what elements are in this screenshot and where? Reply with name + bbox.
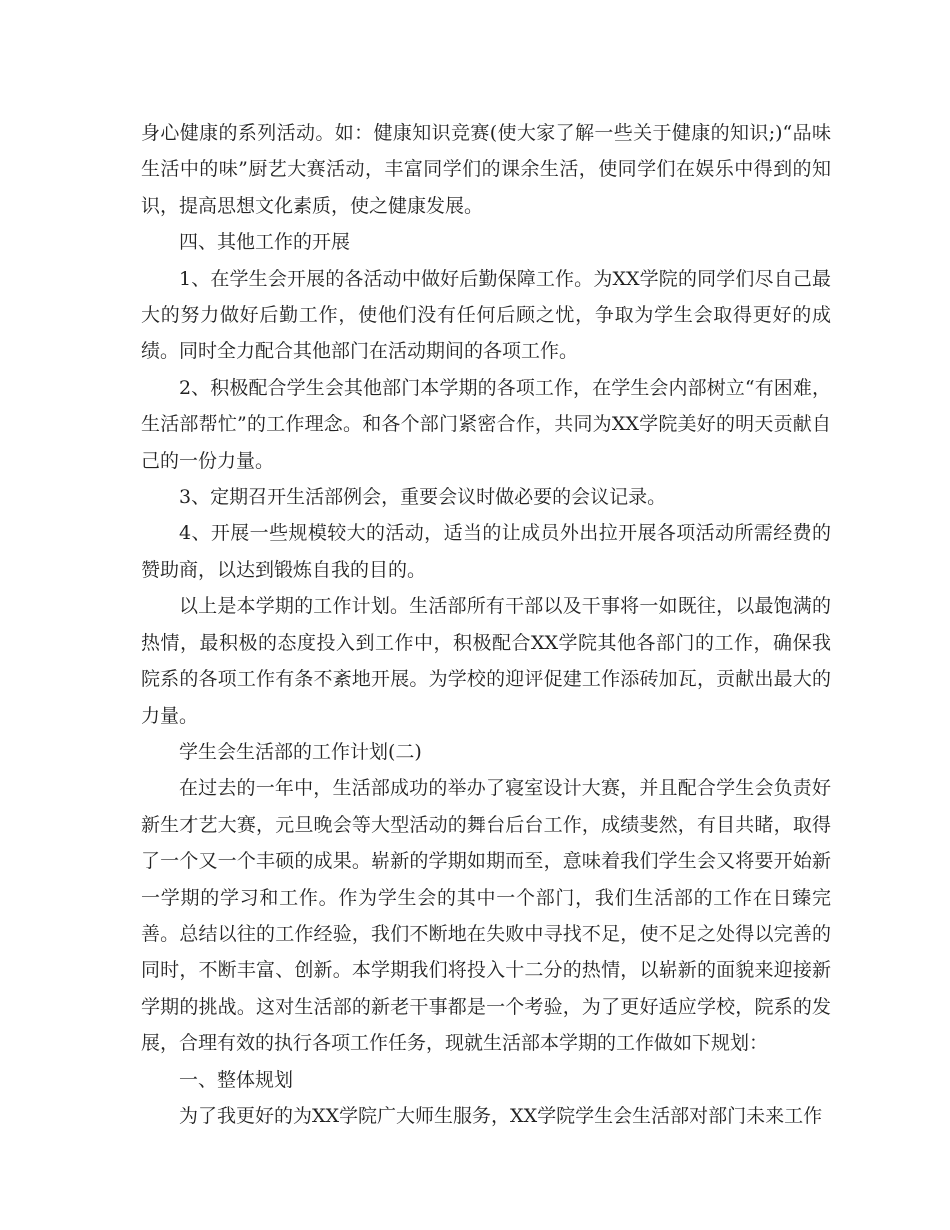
section-heading-overall-plan: 一、整体规划 <box>179 1068 294 1091</box>
list-item-4-sponsors: 4、开展一些规模较大的活动，适当的让成员外出拉开展各项活动所需经费的赞助商，以达到锻炼自我的目的。 <box>141 522 831 581</box>
paragraph-plan-summary: 以上是本学期的工作计划。生活部所有干部以及干事将一如既往，以最饱满的热情，最积极的态度投入到工作中，积极配合XX学院其他各部门的工作，确保我院系的各项工作有条不紊地开展。为学校的迎评促建工作添砖加瓦，贡献出最大的力量。 <box>141 595 831 727</box>
paragraph-health-activities: 身心健康的系列活动。如：健康知识竞赛(使大家了解一些关于健康的知识;)“品味生活中的味”厨艺大赛活动，丰富同学们的课余生活，使同学们在娱乐中得到的知识，提高思想文化素质，使之健康发展。 <box>141 122 831 217</box>
document-body <box>141 115 831 1134</box>
section-title-plan-two: 学生会生活部的工作计划(二) <box>179 740 422 763</box>
paragraph-overall-plan: 为了我更好的为XX学院广大师生服务，XX学院学生会生活部对部门未来工作 <box>179 1104 823 1127</box>
list-item-3-meetings: 3、定期召开生活部例会，重要会议时做必要的会议记录。 <box>179 486 667 509</box>
section-heading-other-work: 四、其他工作的开展 <box>179 231 351 254</box>
list-item-1-logistics: 1、在学生会开展的各活动中做好后勤保障工作。为XX学院的同学们尽自己最大的努力做好后勤工作，使他们没有任何后顾之忧，争取为学生会取得更好的成绩。同时全力配合其他部门在活动期间的各项工作。 <box>141 267 831 363</box>
list-item-2-cooperation: 2、积极配合学生会其他部门本学期的各项工作，在学生会内部树立“有困难，生活部帮忙”的工作理念。和各个部门紧密合作，共同为XX学院美好的明天贡献自己的一份力量。 <box>141 376 831 472</box>
paragraph-past-year: 在过去的一年中，生活部成功的举办了寝室设计大赛，并且配合学生会负责好新生才艺大赛，元旦晚会等大型活动的舞台后台工作，成绩斐然，有目共睹，取得了一个又一个丰硕的成果。崭新的学期如期而至，意味着我们学生会又将要开始新一学期的学习和工作。作为学生会的其中一个部门，我们生活部的工作在日臻完善。总结以往的工作经验，我们不断地在失败中寻找不足，使不足之处得以完善的同时，不断丰富、创新。本学期我们将投入十二分的热情，以崭新的面貌来迎接新学期的挑战。这对生活部的新老干事都是一个考验，为了更好适应学校，院系的发展，合理有效的执行各项工作任务，现就生活部本学期的工作做如下规划： <box>141 777 831 1055</box>
